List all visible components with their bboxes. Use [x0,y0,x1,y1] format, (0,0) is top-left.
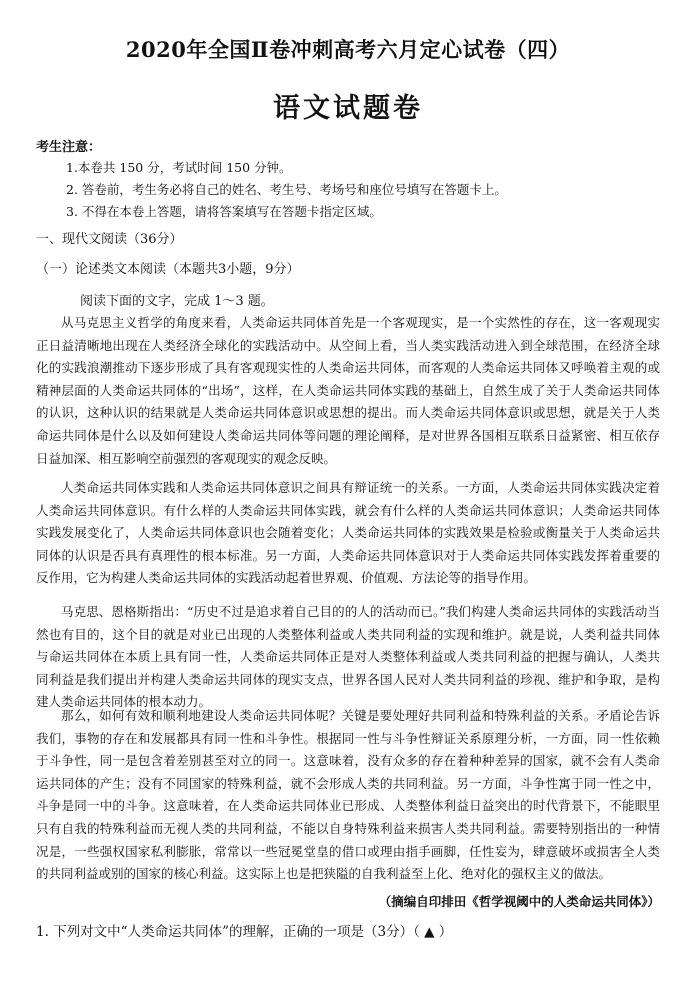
passage-paragraph: 马克思、恩格斯指出：“历史不过是追求着自己目的的人的活动而已。”我们构建人类命运共同体的实践活动当然也有目的，这个目的就是对业已出现的人类整体利益或人类共同利益的实现和维护。就是说，人类利益共同体与命运共同体在本质上具有同一性，人类命运共同体正是对人类整体利益或人类共同利益的把握与确认，人类共同利益是我们提出并构建人类命运共同体的现实支点，世界各国人民对人类共同利益的珍视、维护和争取，是构建人类命运共同体的根本动力。 [36,604,660,710]
source-citation: （摘编自印排田《哲学视阈中的人类命运共同体》） [378,894,660,909]
subsection-heading: （一）论述类文本阅读（本题共3小题，9分） [36,262,300,277]
passage-paragraph: 从马克思主义哲学的角度来看，人类命运共同体首先是一个客观现实，是一个实然性的存在，这一客观现实正日益清晰地出现在人类经济全球化的实践活动中。从空间上看，当人类实践活动进入到全球范围，在经济全球化的实践浪潮推动下逐步形成了具有客观现实性的人类命运共同体，而客观的人类命运共同体又呼唤着主观的或精神层面的人类命运共同体的“出场”，这样，在人类命运共同体实践的基础上，自然生成了关于人类命运共同体的认识，这种认识的结果就是人类命运共同体意识或思想的提出。而人类命运共同体意识或思想，就是关于人类命运共同体是什么以及如何建设人类命运共同体等问题的理论阐释，是对世界各国相互联系日益紧密、相互依存日益加深、相互影响空前强烈的客观现实的观念反映。 [36,315,660,466]
notice-heading: 考生注意： [36,140,102,155]
paper-subtitle: 语文试题卷 [273,93,423,124]
notice-item: 1.本卷共 150 分，考试时间 150 分钟。 [66,160,292,175]
passage-paragraph: 那么，如何有效和顺利地建设人类命运共同体呢？关键是要处理好共同利益和特殊利益的关系。矛盾论告诉我们，事物的存在和发展都具有同一性和斗争性。根据同一性与斗争性辩证关系原理分析，一方面，同一性依赖于斗争性，同一是包含着差别甚至对立的同一。这意味着，没有众多的存在着种种差异的国家，就不会有人类命运共同体的产生；没有不同国家的特殊利益，就不会形成人类的共同利益。另一方面，斗争性寓于同一性之中，斗争是同一中的斗争。这意味着，在人类命运共同体业已形成、人类整体利益日益突出的时代背景下，不能眼里只有自我的特殊利益而无视人类的共同利益，不能以自身特殊利益来损害人类共同利益。需要特别指出的一种情况是，一些强权国家私利膨胀，常常以一些冠冕堂皇的借口或理由指手画脚，任性妄为，肆意破坏或损害全人类的共同利益或别的国家的核心利益。这实际上也是把狭隘的自我利益至上化、绝对化的强权主义的做法。 [36,708,660,882]
passage-paragraph: 人类命运共同体实践和人类命运共同体意识之间具有辩证统一的关系。一方面，人类命运共同体实践决定着人类命运共同体意识。有什么样的人类命运共同体实践，就会有什么样的人类命运共同体意识；人类命运共同体实践发展变化了，人类命运共同体意识也会随着变化；人类命运共同体的实践效果是检验或衡量关于人类命运共同体的认识是否具有真理性的根本标准。另一方面，人类命运共同体意识对于人类命运共同体实践发挥着重要的反作用，它为构建人类命运共同体的实践活动起着世界观、价值观、方法论等的指导作用。 [36,480,660,586]
section-heading: 一、现代文阅读（36分） [36,232,183,247]
exam-title: 2020年全国Ⅱ卷冲刺高考六月定心试卷（四） [125,37,571,62]
reading-instruction: 阅读下面的文字，完成 1～3 题。 [80,294,274,309]
notice-item: 2. 答卷前，考生务必将自己的姓名、考生号、考场号和座位号填写在答题卡上。 [66,182,507,197]
question-1: 1. 下列对文中“人类命运共同体”的理解，正确的一项是（3分）（ ▲ ） [36,924,453,940]
notice-item: 3. 不得在本卷上答题，请将答案填写在答题卡指定区域。 [66,204,382,219]
